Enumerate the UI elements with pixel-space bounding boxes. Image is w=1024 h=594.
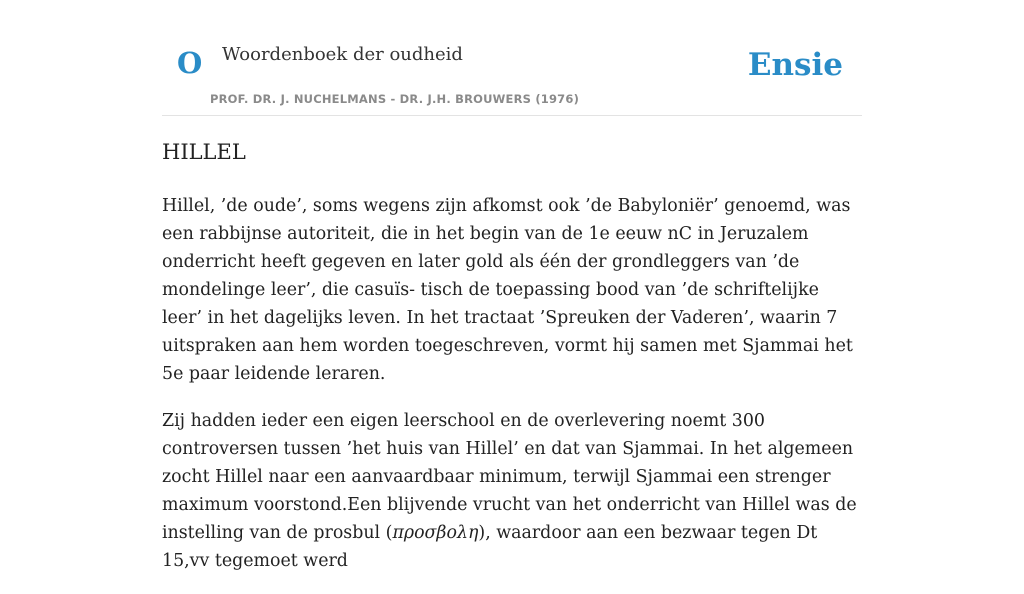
- greek-term: προσβολη: [392, 523, 479, 543]
- book-title-link[interactable]: Woordenboek der oudheid: [222, 44, 463, 65]
- ensie-logo[interactable]: Ensie: [747, 47, 843, 83]
- paragraph-text: Zij hadden ieder een eigen leerschool en de overlevering noemt 300 controversen tussen ’het huis van Hillel’ en dat van Sjammai. In het algemeen zocht Hillel naar een aanvaardbaar minimum, terwijl Sjammai een strenger maximum voorstond.Een blijvende vrucht van het onderricht van Hillel was de instelling van de prosbul (: [162, 411, 857, 543]
- book-header: [162, 0, 862, 116]
- entry-title: HILLEL: [162, 140, 246, 164]
- entry-paragraph: [162, 407, 862, 575]
- article-page: [162, 0, 862, 571]
- book-authors: PROF. DR. J. NUCHELMANS - DR. J.H. BROUWERS (1976): [210, 92, 580, 106]
- entry-body: [162, 192, 862, 594]
- entry-paragraph: Hillel, ’de oude’, soms wegens zijn afkomst ook ’de Babyloniër’ genoemd, was een rabbijnse autoriteit, die in het begin van de 1e eeuw nC in Jeruzalem onderricht heeft gegeven en later gold als één der grondleggers van ’de mondelinge leer’, die casuïs- tisch de toepassing bood van ’de schriftelijke leer’ in het dagelijks leven. In het tractaat ’Spreuken der Vaderen’, waarin 7 uitspraken aan hem worden toegeschreven, vormt hij samen met Sjammai het 5e paar leidende leraren.: [162, 196, 853, 384]
- letter-index[interactable]: O: [177, 46, 203, 80]
- paragraph-text: ), waardoor aan een bezwaar tegen Dt 15,vv tegemoet werd: [162, 523, 818, 571]
